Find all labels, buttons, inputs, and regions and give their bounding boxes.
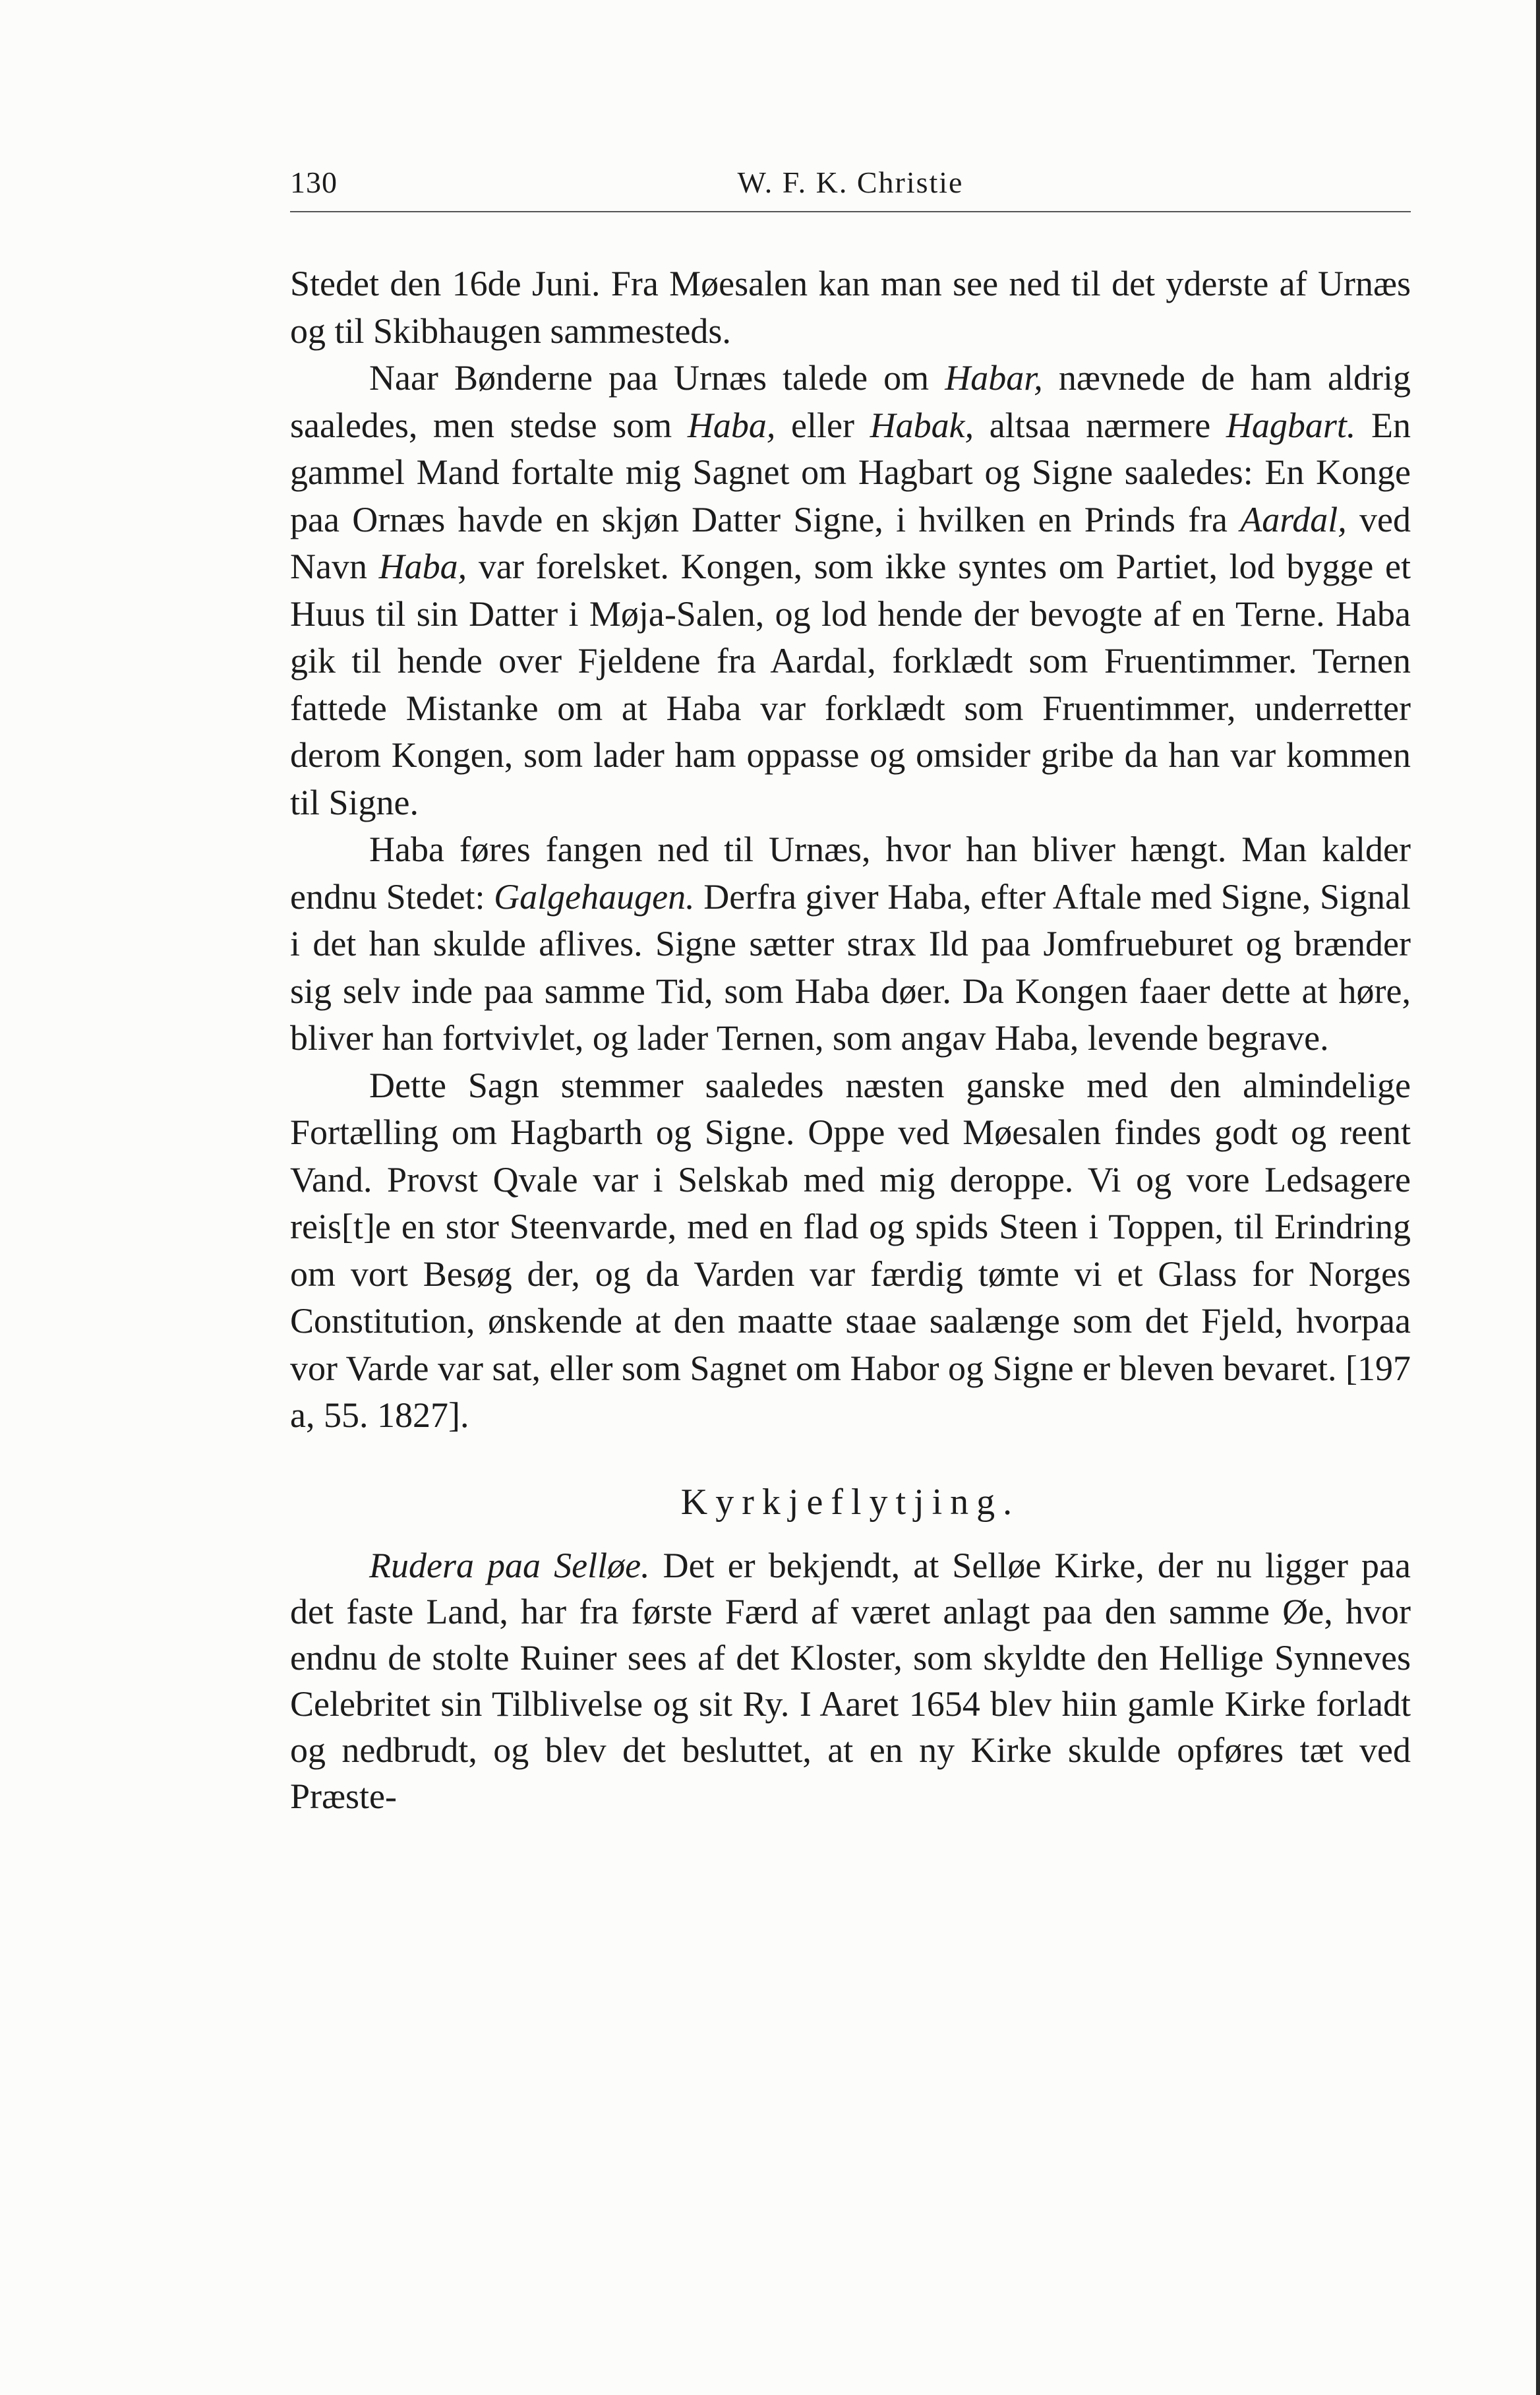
text-span: En gammel Mand fortalte mig Sagnet om Hagbart og Signe saaledes: En Konge paa Ornæs havde en skjøn Datter Signe, i hvilken en Prinds fra (290, 405, 1411, 539)
italic-name: Haba, (378, 547, 467, 586)
text-span: var forelsket. Kongen, som ikke syntes om Partiet, lod bygge et Huus til sin Datter i Møja-Salen, og lod hende der bevogte af en Terne. Haba gik til hende over Fjeldene fra Aardal, forklædt som Fruentimmer. Ternen fattede Mistanke om at Haba var forklædt som Fruentimmer, underretter derom Kongen, som lader ham oppasse og omsider gribe da han var kommen til Signe. (290, 547, 1411, 822)
text-span: nævnede de ham aldrig saaledes, men stedse som (290, 358, 1411, 445)
page-number: 130 (290, 166, 338, 199)
text-span: ved Navn (290, 499, 1411, 586)
running-head: W. F. K. Christie (737, 166, 964, 199)
text-span: eller (775, 405, 870, 445)
header-rule (290, 211, 1411, 212)
text-span: Naar Bønderne paa Urnæs talede om (369, 358, 945, 398)
italic-name: Habak, (870, 405, 974, 445)
italic-name: Hagbart. (1226, 405, 1356, 445)
paragraph-1: Stedet den 16de Juni. Fra Møesalen kan man see ned til det yderste af Urnæs og til Skibhaugen sammesteds. (290, 264, 1411, 351)
text-span: Derfra giver Haba, efter Aftale med Signe, Signal i det han skulde aflives. Signe sætter strax Ild paa Jomfrueburet og brænder sig selv inde paa samme Tid, som Haba døer. Da Kongen faaer dette at høre, bliver han fortvivlet, og lader Ternen, som angav Haba, levende begrave. (290, 876, 1411, 1058)
paragraph-5 (290, 1542, 1411, 1819)
paragraph-4: Dette Sagn stemmer saaledes næsten ganske med den almindelige Fortælling om Hagbarth og Signe. Oppe ved Møesalen findes godt og reent Vand. Provst Qvale var i Selskab med mig deroppe. Vi og vore Ledsagere reis[t]e en stor Steenvarde, med en flad og spids Steen i Toppen, til Erindring om vort Besøg der, og da Varden var færdig tømte vi et Glass for Norges Constitution, ønskende at den maatte staae saalænge som det Fjeld, hvorpaa vor Varde var sat, eller som Sagnet om Habor og Signe er bleven bevaret. [197 a, 55. 1827]. (290, 1065, 1411, 1435)
italic-title: Rudera paa Selløe. (369, 1546, 650, 1585)
italic-name: Aardal, (1240, 499, 1347, 539)
text-span: Haba føres fangen ned til Urnæs, hvor han bliver hængt. Man kalder endnu Stedet: (290, 830, 1411, 917)
page-header (290, 158, 1411, 211)
text-span: Det er bekjendt, at Selløe Kirke, der nu ligger paa det faste Land, har fra første Færd af været anlagt paa den samme Øe, hvor endnu de stolte Ruiner sees af det Kloster, som skyldte den Hellige Synneves Celebritet sin Tilblivelse og sit Ry. I Aaret 1654 blev hiin gamle Kirke forladt og nedbrudt, og blev det besluttet, at en ny Kirke skulde opføres tæt ved Præste- (290, 1546, 1411, 1816)
body-text (290, 260, 1411, 1819)
italic-place: Galgehaugen. (494, 876, 695, 917)
paragraph-2 (290, 355, 1411, 826)
italic-name: Haba, (687, 405, 776, 445)
text-span: altsaa nærmere (974, 405, 1226, 445)
section-heading: Kyrkjeflytjing. (680, 1481, 1021, 1523)
paragraph-3 (290, 826, 1411, 1062)
scan-edge (1536, 0, 1540, 2395)
italic-name: Habar, (945, 358, 1043, 398)
